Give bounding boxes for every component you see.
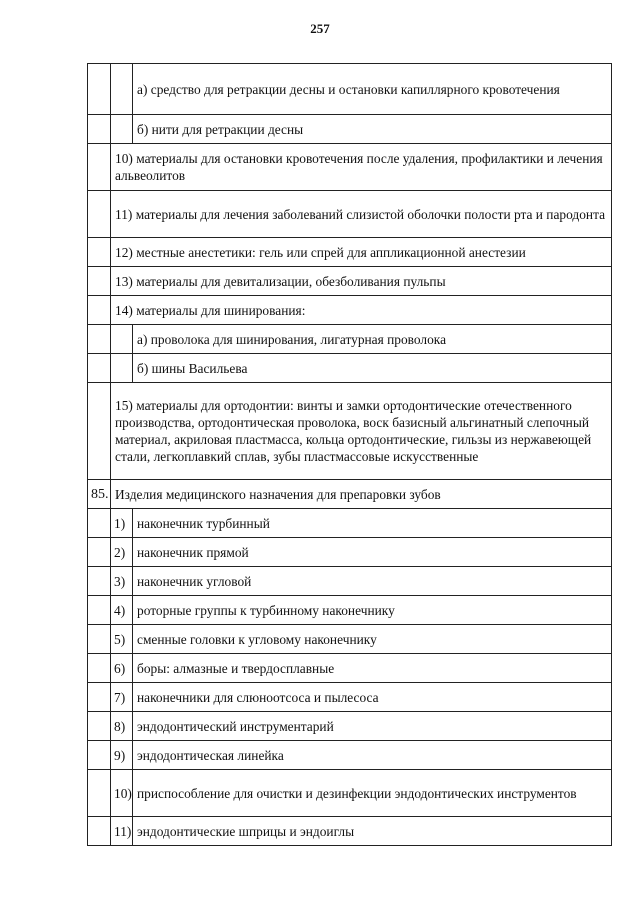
number-cell [88, 191, 111, 238]
table-row [88, 325, 612, 354]
item-text: а) проволока для шинирования, лигатурная проволока [133, 325, 612, 354]
table-row [88, 238, 612, 267]
table-row [88, 567, 612, 596]
item-text: 11) материалы для лечения заболеваний слизистой оболочки полости рта и пародонта [111, 191, 612, 238]
item-text: б) нити для ретракции десны [133, 115, 612, 144]
table-row [88, 354, 612, 383]
sub-number-cell [111, 325, 133, 354]
number-cell [88, 354, 111, 383]
sub-number-cell: 6) [111, 654, 133, 683]
number-cell [88, 238, 111, 267]
table-row [88, 712, 612, 741]
equipment-table [87, 63, 612, 846]
sub-number-cell [111, 115, 133, 144]
table-row [88, 267, 612, 296]
number-cell [88, 144, 111, 191]
table-row [88, 817, 612, 846]
item-text: 12) местные анестетики: гель или спрей для аппликационной анестезии [111, 238, 612, 267]
item-text: сменные головки к угловому наконечнику [133, 625, 612, 654]
table-row [88, 191, 612, 238]
table-row [88, 64, 612, 115]
sub-number-cell: 4) [111, 596, 133, 625]
number-cell [88, 567, 111, 596]
sub-number-cell: 8) [111, 712, 133, 741]
sub-number-cell: 9) [111, 741, 133, 770]
sub-number-cell [111, 354, 133, 383]
number-cell [88, 325, 111, 354]
section-number: 85. [88, 480, 111, 509]
item-text: 15) материалы для ортодонтии: винты и замки ортодонтические отечественного производства, ортодонтическая проволока, воск базисный альгинатный слепочный материал, акриловая пластмасса, кольца ортодонтические, гильзы из нержавеющей стали, легкоплавкий сплав, зубы пластмассовые искусственные [111, 383, 612, 480]
sub-number-cell: 7) [111, 683, 133, 712]
item-text: наконечник угловой [133, 567, 612, 596]
table-row [88, 654, 612, 683]
number-cell [88, 267, 111, 296]
table-row [88, 144, 612, 191]
table-row [88, 625, 612, 654]
item-text: 10) материалы для остановки кровотечения после удаления, профилактики и лечения альвеолитов [111, 144, 612, 191]
number-cell [88, 115, 111, 144]
item-text: приспособление для очистки и дезинфекции эндодонтических инструментов [133, 770, 612, 817]
number-cell [88, 383, 111, 480]
section-header-row [88, 480, 612, 509]
item-text: наконечники для слюноотсоса и пылесоса [133, 683, 612, 712]
table-row [88, 296, 612, 325]
sub-number-cell: 11) [111, 817, 133, 846]
number-cell [88, 712, 111, 741]
item-text: 13) материалы для девитализации, обезболивания пульпы [111, 267, 612, 296]
item-text: эндодонтический инструментарий [133, 712, 612, 741]
table-row [88, 509, 612, 538]
number-cell [88, 296, 111, 325]
item-text: б) шины Васильева [133, 354, 612, 383]
table-row [88, 770, 612, 817]
number-cell [88, 817, 111, 846]
number-cell [88, 741, 111, 770]
sub-number-cell: 2) [111, 538, 133, 567]
number-cell [88, 770, 111, 817]
sub-number-cell [111, 64, 133, 115]
item-text: боры: алмазные и твердосплавные [133, 654, 612, 683]
number-cell [88, 538, 111, 567]
number-cell [88, 509, 111, 538]
section-title: Изделия медицинского назначения для препаровки зубов [111, 480, 612, 509]
item-text: эндодонтические шприцы и эндоиглы [133, 817, 612, 846]
table-row [88, 741, 612, 770]
number-cell [88, 654, 111, 683]
sub-number-cell: 3) [111, 567, 133, 596]
number-cell [88, 683, 111, 712]
item-text: наконечник прямой [133, 538, 612, 567]
table-row [88, 115, 612, 144]
table-row [88, 538, 612, 567]
table-row [88, 383, 612, 480]
item-text: роторные группы к турбинному наконечнику [133, 596, 612, 625]
sub-number-cell: 1) [111, 509, 133, 538]
page-number: 257 [310, 21, 330, 36]
item-text: 14) материалы для шинирования: [111, 296, 612, 325]
table-row [88, 683, 612, 712]
item-text: эндодонтическая линейка [133, 741, 612, 770]
table-row [88, 596, 612, 625]
number-cell [88, 596, 111, 625]
item-text: наконечник турбинный [133, 509, 612, 538]
sub-number-cell: 10) [111, 770, 133, 817]
number-cell [88, 64, 111, 115]
number-cell [88, 625, 111, 654]
item-text: а) средство для ретракции десны и остановки капиллярного кровотечения [133, 64, 612, 115]
sub-number-cell: 5) [111, 625, 133, 654]
